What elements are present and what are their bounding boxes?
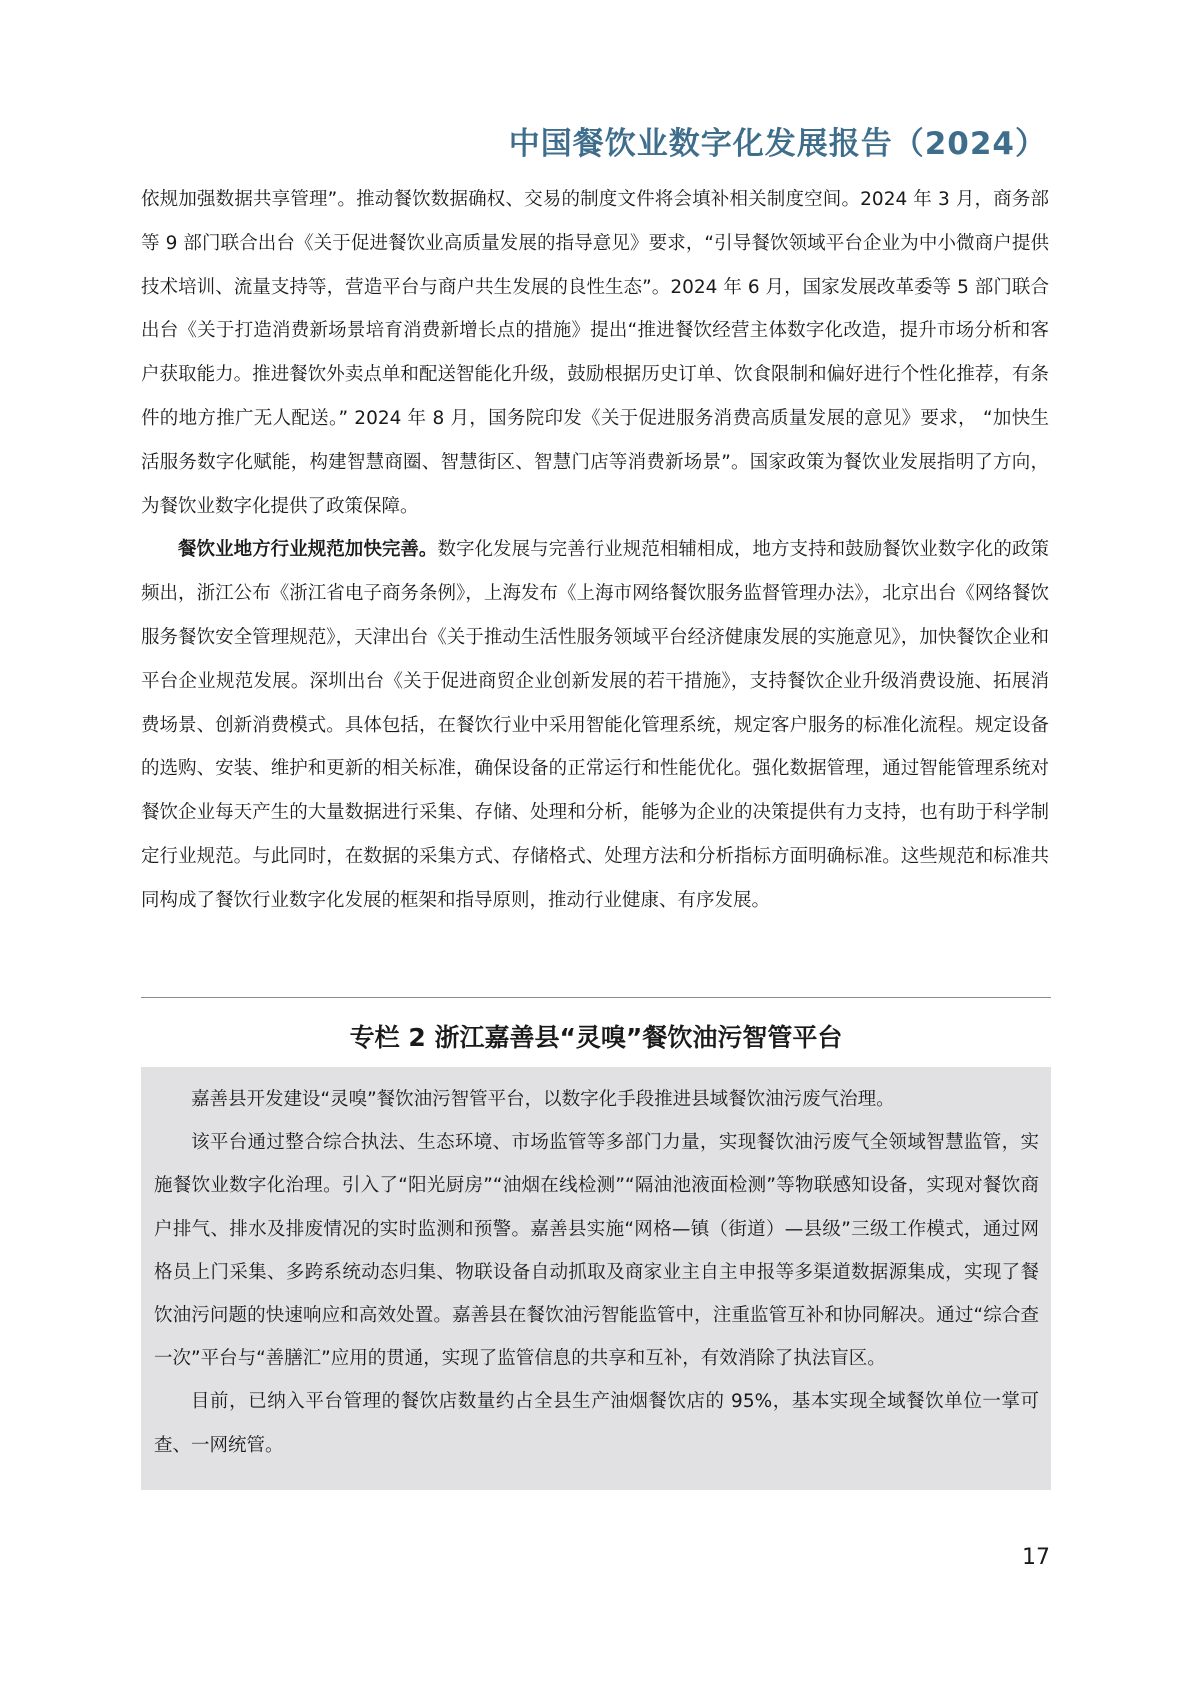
box-paragraph-2: 该平台通过整合综合执法、生态环境、市场监管等多部门力量，实现餐饮油污废气全领域智慧监管，实施餐饮业数字化治理。引入了“阳光厨房”“油烟在线检测”“隔油池液面检测”等物联感知设备，实现对餐饮商户排气、排水及排废情况的实时监测和预警。嘉善县实施“网格—镇（街道）—县级”三级工作模式，通过网格员上门采集、多跨系统动态归集、物联设备自动抓取及商家业主自主申报等多渠道数据源集成，实现了餐饮油污问题的快速响应和高效处置。嘉善县在餐饮油污智能监管中，注重监管互补和协同解决。通过“综合查一次”平台与“善膳汇”应用的贯通，实现了监管信息的共享和互补，有效消除了执法盲区。: [154, 1132, 1039, 1370]
page-number: 17: [1022, 1545, 1050, 1570]
box-paragraph-1: 嘉善县开发建设“灵嗅”餐饮油污智管平台，以数字化手段推进县域餐饮油污废气治理。: [191, 1089, 895, 1110]
column-box: [141, 1067, 1051, 1490]
main-text: [141, 178, 1049, 923]
body-paragraph-2: [141, 528, 1049, 922]
column-box-title: 专栏 2 浙江嘉善县“灵嗅”餐饮油污智管平台: [349, 1023, 843, 1052]
report-title: 中国餐饮业数字化发展报告（2024）: [508, 126, 1047, 162]
paragraph-text: 数字化发展与完善行业规范相辅相成，地方支持和鼓励餐饮业数字化的政策频出，浙江公布《浙江省电子商务条例》，上海发布《上海市网络餐饮服务监督管理办法》，北京出台《网络餐饮服务餐饮安全管理规范》，天津出台《关于推动生活性服务领域平台经济健康发展的实施意见》，加快餐饮企业和平台企业规范发展。深圳出台《关于促进商贸企业创新发展的若干措施》，支持餐饮企业升级消费设施、拓展消费场景、创新消费模式。具体包括，在餐饮行业中采用智能化管理系统，规定客户服务的标准化流程。规定设备的选购、安装、维护和更新的相关标准，确保设备的正常运行和性能优化。强化数据管理，通过智能管理系统对餐饮企业每天产生的大量数据进行采集、存储、处理和分析，能够为企业的决策提供有力支持，也有助于科学制定行业规范。与此同时，在数据的采集方式、存储格式、处理方法和分析指标方面明确标准。这些规范和标准共同构成了餐饮行业数字化发展的框架和指导原则，推动行业健康、有序发展。: [141, 539, 1049, 911]
paragraph-lead: 餐饮业地方行业规范加快完善。: [178, 539, 438, 561]
paragraph-text: 依规加强数据共享管理”。推动餐饮数据确权、交易的制度文件将会填补相关制度空间。2024 年 3 月，商务部等 9 部门联合出台《关于促进餐饮业高质量发展的指导意见》要求，“引导餐饮领域平台企业为中小微商户提供技术培训、流量支持等，营造平台与商户共生发展的良性生态”。2024 年 6 月，国家发展改革委等 5 部门联合出台《关于打造消费新场景培育消费新增长点的措施》提出“推进餐饮经营主体数字化改造，提升市场分析和客户获取能力。推进餐饮外卖点单和配送智能化升级，鼓励根据历史订单、饮食限制和偏好进行个性化推荐，有条件的地方推广无人配送。” 2024 年 8 月，国务院印发《关于促进服务消费高质量发展的意见》要求， “加快生活服务数字化赋能，构建智慧商圈、智慧街区、智慧门店等消费新场景”。国家政策为餐饮业发展指明了方向，为餐饮业数字化提供了政策保障。: [141, 189, 1049, 517]
box-paragraph-3: 目前，已纳入平台管理的餐饮店数量约占全县生产油烟餐饮店的 95%，基本实现全域餐饮单位一掌可查、一网统管。: [154, 1391, 1039, 1456]
section-divider: [141, 997, 1051, 998]
body-paragraph-1: [141, 178, 1049, 528]
